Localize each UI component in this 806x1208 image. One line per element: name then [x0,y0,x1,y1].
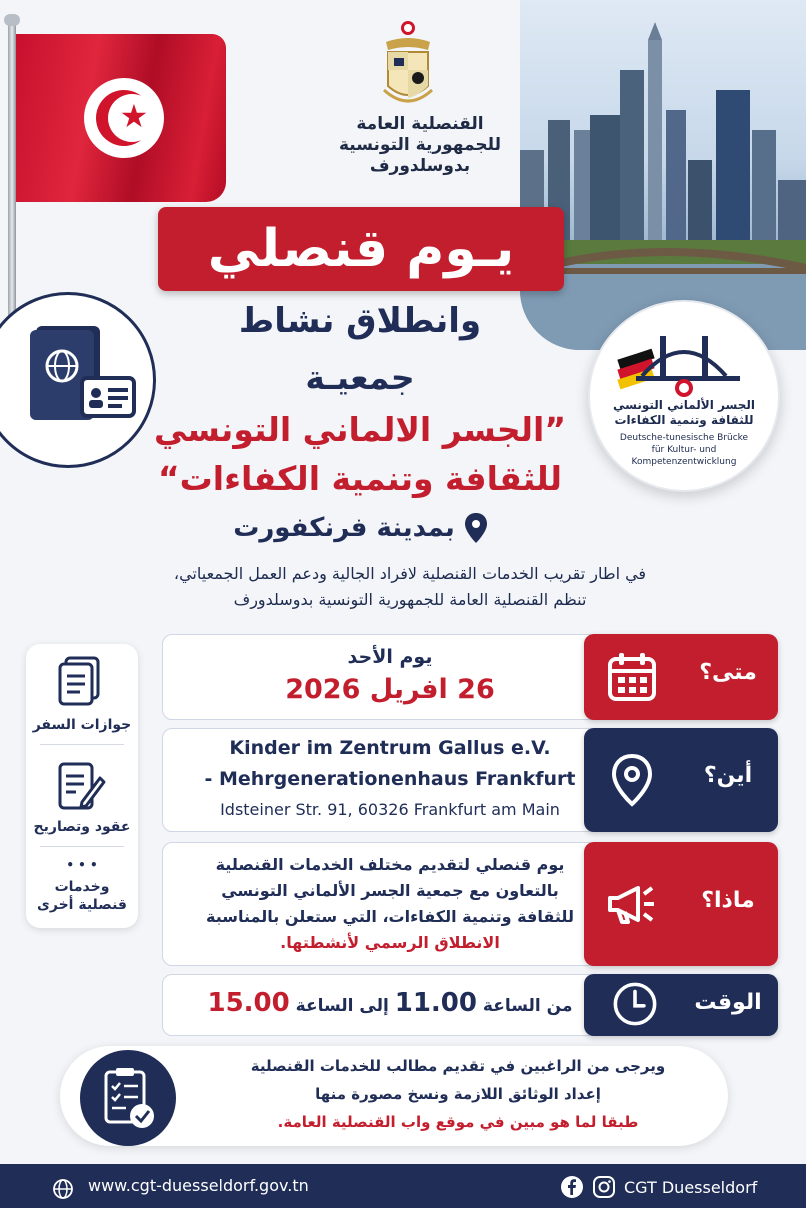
where-label-box [584,728,778,832]
service-passports: جوازات السفر [32,717,132,733]
association-name-ar [596,398,772,428]
venue-name: Kinder im Zentrum Gallus e.V. [229,737,551,759]
city-line [150,508,570,548]
tunisia-coat-of-arms-icon [378,20,438,112]
event-title: يـوم قنصلي [207,219,515,279]
description-line-1: يوم قنصلي لتقديم مختلف الخدمات القنصلية [215,855,565,874]
social-handle[interactable] [560,1174,757,1200]
facebook-icon[interactable] [560,1175,584,1199]
time-label-box [584,974,778,1036]
time-label: الوقت [694,990,762,1015]
description-line-2: بالتعاون مع جمعية الجسر الألماني التونسي [221,881,559,900]
association-name-de-line-3: Kompetenzentwicklung [631,457,737,467]
note-line-2: إعداد الوثائق اللازمة ونسخ مصورة منها [315,1085,601,1103]
megaphone-icon [604,876,660,932]
time-from-text: من الساعة [482,996,573,1016]
headline-line-2: جمعيـة [305,358,415,397]
consulate-line-1: القنصلية العامة [356,114,484,134]
social-name: CGT Duesseldorf [624,1177,758,1197]
service-divider [40,846,124,847]
intro-line-1: في اطار تقريب الخدمات القنصلية لافراد الجالية ودعم العمل الجمعياتي، [173,564,647,583]
association-name-de-line-2: für Kultur- und [651,445,717,455]
contract-pen-icon [52,758,108,814]
documents-icon [52,652,108,708]
event-date: 26 افريل 2026 [285,674,495,705]
event-time [172,988,608,1018]
when-label-box [584,634,778,720]
headline-line-4: للثقافة وتنمية الكفاءات“ [157,459,563,498]
consulate-name [300,114,540,177]
service-other-line-2: قنصلية أخرى [37,897,127,913]
venue-subtitle: - Mehrgenerationenhaus Frankfurt [204,768,576,790]
website-link[interactable]: www.cgt-duesseldorf.gov.tn [88,1176,309,1195]
checklist-icon [96,1064,160,1132]
description-line-3: للثقافة وتنمية الكفاءات، التي ستعلن بالمناسبة [206,907,574,926]
headline-line-1: وانطلاق نشاط [238,301,482,341]
association-name-ar-line-2: للثقافة وتنمية الكفاءات [614,413,754,427]
event-description [172,852,608,956]
venue-address: Idsteiner Str. 91, 60326 Frankfurt am Main [220,800,560,819]
time-to-value: 15.00 [207,988,290,1018]
service-other-line-1: وخدمات [54,879,110,895]
intro-line-2: تنظم القنصلية العامة للجمهورية التونسية بدوسلدورف [233,590,587,609]
description-line-4: الانطلاق الرسمي لأنشطتها. [280,933,500,952]
when-label: متى؟ [699,660,757,685]
what-label-box [584,842,778,966]
flag-pole [8,20,16,350]
association-name-de-line-1: Deutsche-tunesische Brücke [619,433,749,443]
headline-line-3: ”الجسر الالماني التونسي [153,410,567,449]
globe-icon [52,1178,74,1200]
bridge-logo-icon [612,318,756,398]
what-label: ماذا؟ [701,888,755,913]
flag-pole-finial [4,14,20,26]
service-divider [40,744,124,745]
association-name-de [604,432,764,468]
note-line-3: طبقا لما هو مبين في موقع واب القنصلية العامة. [277,1113,639,1131]
where-label: أين؟ [703,763,753,788]
clock-icon [610,979,660,1029]
consulate-line-2: للجمهورية التونسية [339,135,501,155]
instagram-icon[interactable] [592,1175,616,1199]
city-name: بمدينة فرنكفورت [233,513,455,543]
service-contracts: عقود وتصاريح [33,819,131,835]
time-to-text: إلى الساعة [295,996,389,1016]
flag-star: ★ [119,97,149,135]
consulate-line-3: بدوسلدورف [369,156,471,176]
map-pin-icon [604,752,660,808]
passport-id-icon [22,316,142,428]
calendar-icon [604,649,660,705]
location-pin-icon [465,513,487,543]
event-day: يوم الأحد [347,646,433,668]
more-dots: • • • [66,858,98,872]
time-from-value: 11.00 [394,988,477,1018]
association-name-ar-line-1: الجسر الألماني التونسي [613,398,755,412]
note-line-1: ويرجى من الراغبين في تقديم مطالب للخدمات القنصلية [250,1057,666,1075]
